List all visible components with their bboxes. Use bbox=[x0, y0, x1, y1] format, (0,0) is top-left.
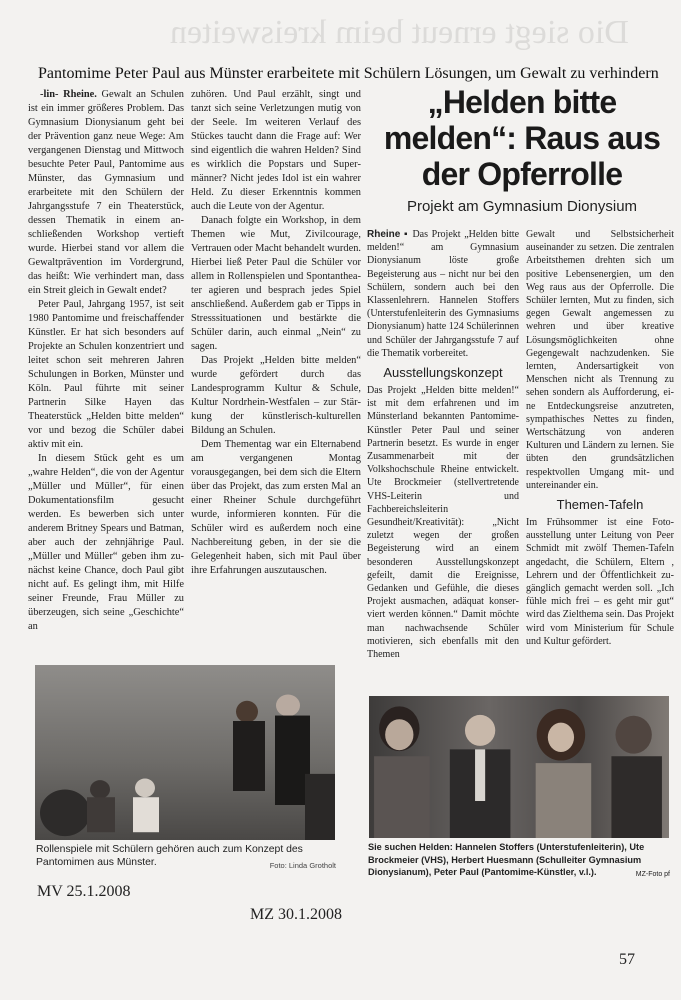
article2-headline: „Helden bitte melden“: Raus aus der Opferrolle bbox=[383, 84, 661, 192]
paragraph: Das Projekt „Helden bitte melden!“ am Gymnasium Dionysianum löste große Begeisterung aus – nicht nur bei den Schülern, sondern auch bei den Klassenlehrern. Hannelen Stoffers (Unterstufenleiterin des Gymnasiums Dionysianum) hatte 124 Schülerinnen und Schüler der Jahrgangsstufe 7 auf die Thematik vorbereitet. bbox=[367, 229, 520, 359]
paragraph: Peter Paul, Jahrgang 1957, ist seit 1980 Pantomime und freischaffender Künstler. Er hat sich besonders auf Projekte an Schulen konzentriert und leitet schon seit mehreren Jahren Schulungen in Borken, Münster und Köln. Paul führte mit seiner Partnerin Silke Hayen das Theaterstück „Helden bitte melden“ vor und bezog die Schüler dabei aktiv mit ein. bbox=[28, 299, 184, 450]
photo-credit: Foto: Linda Grotholt bbox=[269, 861, 336, 870]
paragraph: Das Projekt „Helden bitte melden“ wurde gefördert durch das Landesprogramm Kultur & Schule, Kultur Nordrhein-Westfalen – zur Stärkung der künstlerisch-kulturellen Bildung an Schulen. bbox=[191, 355, 361, 436]
photo-figures bbox=[369, 696, 669, 838]
article2-column-2 bbox=[526, 228, 674, 648]
bleed-through-heading: Dio siegt erneut beim kreisweiten bbox=[170, 14, 629, 51]
article2-photo-group bbox=[369, 696, 669, 838]
paragraph: Danach folgte ein Workshop, in dem Themen wie Mut, Zivilcourage, Vertrauen oder Macht behandelt wurden. Hierbei ließ Peter Paul die Schüler vor allem in Rollenspielen und Spontantheater agieren und besprach jedes Spiel anschließend. Außerdem gab er Tipps in Stresssituationen und bestärkte die Schüler darin, auch einmal „Nein“ zu sagen. bbox=[191, 215, 361, 352]
caption-text: Rollenspiele mit Schülern gehören auch zum Konzept des Pantomimen aus Münster. bbox=[36, 844, 303, 868]
article1-dateline: -lin- Rheine. bbox=[40, 89, 97, 100]
article1-kicker: Pantomime Peter Paul aus Münster erarbeitete mit Schülern Lösungen, um Gewalt zu verhindern bbox=[38, 65, 659, 82]
source-stamp-mv: MV 25.1.2008 bbox=[37, 883, 131, 900]
article1-column-2 bbox=[191, 88, 361, 578]
article2-dateline: Rheine bbox=[367, 229, 401, 240]
page-number: 57 bbox=[619, 951, 635, 968]
article2-photo-caption bbox=[368, 841, 670, 882]
article2-column-1: Rheine ▪ Das Projekt „Helden bitte melden!“ am Gymnasium Dionysianum löste große Begeisterung aus – nicht nur bei den Schülern, sondern auch bei den Klassenlehrern. Hannelen Stoffers (Unterstufenleiterin des Gymnasiums Dionysianum) hatte 124 Schülerinnen und Schüler der Jahrgangsstufe 7 auf die Thematik vorbereitet. Ausstellungskonzept Das Projekt „Helden bitte melden!“ ist mit dem erfahrenen und im Münsterland bekannten Pantomime-Künstler Peter Paul und seiner Partnerin besetzt. Es wurde in enger Zusammenarbeit mit der Volkshochschule Rheine entwickelt. Ute Brockmeier (stellvertretende VHS-Leiterin und Fachbereichsleiterin Gesundheit/Kreativität): „Nicht zuletzt wegen der großen Begeisterung wird an einem besonderen Ausstellungskonzept gefeilt, damit die Ereignisse, Gedanken und Gefühle, die dieses Projekt ausmachen, adäquat konserviert werden können.“ Damit möchte man nachwachsende Schüler motivieren, sich ebenfalls mit den Themen bbox=[367, 229, 520, 661]
caption-text: Sie suchen Helden: Hannelen Stoffers (Unterstufenleiterin), Ute Brockmeier (VHS), Herbert Huesmann (Schulleiter Gymnasium Dionysianum), Peter Paul (Pantomime-Künstler, v.l.). bbox=[368, 842, 645, 877]
article1-column-1 bbox=[28, 88, 184, 634]
paragraph: In diesem Stück geht es um „wahre Helden“, die von der Agentur „Müller und Müller“, für einen Dokumentationsfilm gesucht werden. Es bewerben sich unter anderem Britney Spears und Batman, aber auch der zehnjährige Paul. „Müller und Müller“ geben ihm zunächst keine Chance, doch Paul gibt nicht auf. Es gelingt ihm, mit Hilfe seiner Freunde, Frau Müller zu überzeugen, sich seine „Geschichte“ an bbox=[28, 453, 184, 632]
paragraph: Gewalt an Schulen ist ein immer größeres Problem. Das Gymnasium Dionysianum geht bei der Prävention ganz neue Wege: Am vergangenen Dienstag und Mittwoch besuchte Peter Paul, Pantomime aus Münster, das Gymnasium und erarbeitete mit den Schülern der Jahrgangsstufe 7 ein Theaterstück, dessen Thematik in einem anschließenden Workshop vertieft wurde. Hierbei stand vor allem die Gewaltprävention im Vordergrund, das heißt: Wie verhindert man, dass ein Streit gleich in Gewalt endet? bbox=[28, 89, 184, 296]
article2-subheadline: Projekt am Gymnasium Dionysium bbox=[406, 198, 638, 215]
photo-figures bbox=[35, 665, 335, 840]
photo-credit: MZ-Foto pf bbox=[635, 871, 670, 878]
paragraph: Das Projekt „Helden bitte melden!“ ist mit dem erfahrenen und im Münsterland bekannten Pantomime-Künstler Peter Paul und seiner Partnerin besetzt. Es wurde in enger Zusammenarbeit mit der Volkshochschule Rheine entwickelt. Ute Brockmeier (stellvertretende VHS-Leiterin und Fachbereichsleiterin Gesundheit/Kreativität): „Nicht zuletzt wegen der großen Begeisterung wird an einem besonderen Ausstellungskonzept gefeilt, damit die Ereignisse, Gedanken und Gefühle, die dieses Projekt ausmachen, adäquat konserviert werden können.“ Damit möchte man nachwachsende Schüler motivieren, sich ebenfalls mit den Themen bbox=[367, 385, 519, 661]
section-heading-themen-tafeln: Themen-Tafeln bbox=[556, 497, 644, 513]
article1-photo-roleplay bbox=[35, 665, 335, 840]
paragraph: Gewalt und Selbstsicherheit auseinander zu setzen. Die zentralen Arbeitsthemen drehten sich um positive Lebensenergien, um den Weg raus aus der Opferrolle. Die Schüler lernten, Mut zu finden, sich gegen Gewalt angemessen zu wehren und über kreative Lösungsmöglichkeiten ohne Gegengewalt nachzudenken. Sie lernten, Andersartigkeit von Menschen nicht als Trennung zu sehen sondern als Aufforderung, eine Entdeckungsreise anzutreten, sympathisches Nettes zu finden, Wertschätzung von anderen Kulturen und Ländern zu lernen. Sie übten den grundsätzlichen respektvollen Umgang mit- und untereinander ein. bbox=[526, 229, 674, 491]
paragraph: zuhören. Und Paul erzählt, singt und tanzt sich seine Verletzungen mutig von der Seele. Im weiteren Verlauf des Stückes taucht dann die Frage auf: Wer sind eigentlich die wahren Helden? Sind es wirklich die Popstars und Supermänner? Nicht jedes Idol ist ein wahrer Held. Zu dieser Erkenntnis kommen auch die Leute von der Agentur. bbox=[191, 89, 361, 212]
paragraph: Dem Thementag war ein Elternabend am vergangenen Montag vorausgegangen, bei dem sich die Eltern über das Projekt, das zum ersten Mal an einer Rheiner Schule durchgeführt wurde, informieren konnten. Für die Schüler wird es außerdem noch eine Nachbereitung geben, in der sie die Gelegenheit haben, sich mit Paul über ihre Erfahrungen auszutauschen. bbox=[191, 439, 361, 576]
source-stamp-mz: MZ 30.1.2008 bbox=[250, 906, 342, 923]
article1-photo-caption bbox=[36, 843, 336, 872]
paragraph: Im Frühsommer ist eine Fotoausstellung unter Leitung von Peer Schmidt mit zwölf Themen-Tafeln angedacht, die Schülern, Eltern , Lehrern und der Öffentlichkeit zugänglich gemacht werden soll. „Ich fühle mich frei – es geht mir gut“ wird das Zielthema sein. Das Projekt wird vom Ministerium für Schule und Kultur gefördert. bbox=[526, 517, 674, 647]
section-heading-ausstellungskonzept: Ausstellungskonzept bbox=[383, 365, 503, 381]
